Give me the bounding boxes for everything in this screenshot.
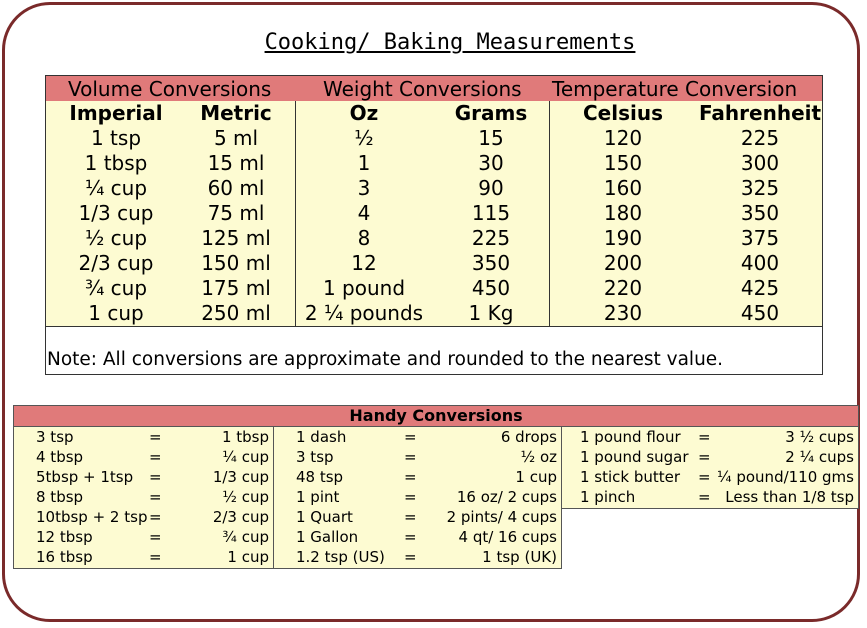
equals-sign: = <box>149 508 162 526</box>
handy-to: 1/3 cup <box>212 468 269 486</box>
handy-row <box>562 447 860 467</box>
table-cell: 230 <box>603 301 643 325</box>
table-cell: ¾ cup <box>84 276 148 300</box>
table-cell: 400 <box>740 251 780 275</box>
table-cell: 75 ml <box>207 201 265 225</box>
handy-from: 1 dash <box>296 428 347 446</box>
handy-row <box>274 527 563 547</box>
handy-block-3 <box>561 426 859 509</box>
handy-from: 1 pint <box>296 488 340 506</box>
section-temperature: Temperature Conversion <box>552 77 798 101</box>
table-cell: ½ cup <box>84 226 148 250</box>
table-cell: 180 <box>603 201 643 225</box>
section-weight: Weight Conversions <box>323 77 522 101</box>
table-cell: 1 cup <box>88 301 144 325</box>
equals-sign: = <box>698 448 711 466</box>
handy-row <box>274 507 563 527</box>
column-6 <box>690 101 830 326</box>
table-cell: ½ <box>354 126 374 150</box>
handy-to: 3 ½ cups <box>785 428 854 446</box>
handy-to: ¾ cup <box>222 528 269 546</box>
handy-from: 1 stick butter <box>580 468 681 486</box>
table-cell: 2/3 cup <box>78 251 154 275</box>
handy-to: 2/3 cup <box>212 508 269 526</box>
table-cell: 4 <box>357 201 371 225</box>
equals-sign: = <box>149 488 162 506</box>
column-5 <box>553 101 693 326</box>
handy-to: Less than 1/8 tsp <box>725 488 854 506</box>
table-cell: 350 <box>471 251 511 275</box>
equals-sign: = <box>698 488 711 506</box>
handy-from: 1 pinch <box>580 488 636 506</box>
equals-sign: = <box>404 508 417 526</box>
column-header: Metric <box>200 101 272 125</box>
equals-sign: = <box>698 428 711 446</box>
table-cell: 175 ml <box>201 276 271 300</box>
handy-row <box>562 427 860 447</box>
column-2 <box>181 101 291 326</box>
handy-row <box>274 467 563 487</box>
handy-to: 2 pints/ 4 cups <box>446 508 557 526</box>
table-cell: 425 <box>740 276 780 300</box>
table-cell: 250 ml <box>201 301 271 325</box>
handy-from: 1 pound sugar <box>580 448 689 466</box>
table-cell: 1 tbsp <box>84 151 148 175</box>
table-cell: 225 <box>740 126 780 150</box>
table-cell: 1/3 cup <box>78 201 154 225</box>
handy-row <box>274 427 563 447</box>
table-cell: 160 <box>603 176 643 200</box>
note-text: Note: All conversions are approximate and rounded to the nearest value. <box>47 349 724 370</box>
table-cell: 30 <box>478 151 504 175</box>
equals-sign: = <box>149 428 162 446</box>
table-cell: ¼ cup <box>84 176 148 200</box>
table-cell: 15 <box>478 126 504 150</box>
handy-from: 1 Quart <box>296 508 353 526</box>
equals-sign: = <box>404 528 417 546</box>
column-1 <box>41 101 191 326</box>
handy-from: 5tbsp + 1tsp <box>36 468 134 486</box>
handy-from: 4 tbsp <box>36 448 84 466</box>
handy-row <box>274 487 563 507</box>
column-4 <box>436 101 546 326</box>
column-header: Celsius <box>583 101 663 125</box>
section-header-row <box>46 76 822 102</box>
table-cell: 1 <box>357 151 371 175</box>
handy-to: 2 ¼ cups <box>785 448 854 466</box>
equals-sign: = <box>149 468 162 486</box>
handy-block-2 <box>273 426 562 569</box>
equals-sign: = <box>404 488 417 506</box>
table-cell: 350 <box>740 201 780 225</box>
table-cell: 220 <box>603 276 643 300</box>
handy-row <box>14 547 275 567</box>
equals-sign: = <box>404 468 417 486</box>
table-cell: 8 <box>357 226 371 250</box>
handy-to: ½ cup <box>222 488 269 506</box>
table-cell: 2 ¼ pounds <box>304 301 424 325</box>
table-cell: 5 ml <box>213 126 259 150</box>
handy-row <box>14 507 275 527</box>
handy-to: 16 oz/ 2 cups <box>456 488 557 506</box>
table-cell: 115 <box>471 201 511 225</box>
table-cell: 200 <box>603 251 643 275</box>
handy-from: 1.2 tsp (US) <box>296 548 385 566</box>
handy-row <box>14 427 275 447</box>
handy-to: 1 cup <box>515 468 557 486</box>
section-volume: Volume Conversions <box>68 77 272 101</box>
table-cell: 300 <box>740 151 780 175</box>
handy-from: 8 tbsp <box>36 488 84 506</box>
table-cell: 120 <box>603 126 643 150</box>
handy-from: 16 tbsp <box>36 548 93 566</box>
handy-conversions-header: Handy Conversions <box>13 405 859 427</box>
handy-row <box>562 467 860 487</box>
handy-from: 3 tsp <box>296 448 334 466</box>
column-3 <box>284 101 444 326</box>
handy-to: ¼ pound/110 gms <box>717 468 854 486</box>
column-header: Grams <box>454 101 528 125</box>
column-header: Fahrenheit <box>698 101 822 125</box>
table-cell: 125 ml <box>201 226 271 250</box>
equals-sign: = <box>149 448 162 466</box>
equals-sign: = <box>698 468 711 486</box>
handy-row <box>14 487 275 507</box>
table-cell: 225 <box>471 226 511 250</box>
table-cell: 3 <box>357 176 371 200</box>
equals-sign: = <box>149 528 162 546</box>
handy-row <box>14 447 275 467</box>
table-cell: 450 <box>471 276 511 300</box>
handy-row <box>274 547 563 567</box>
handy-row <box>274 447 563 467</box>
table-cell: 150 ml <box>201 251 271 275</box>
handy-to: ¼ cup <box>222 448 269 466</box>
equals-sign: = <box>404 548 417 566</box>
table-cell: 325 <box>740 176 780 200</box>
handy-row <box>14 467 275 487</box>
equals-sign: = <box>149 548 162 566</box>
table-cell: 190 <box>603 226 643 250</box>
table-cell: 1 Kg <box>468 301 514 325</box>
handy-to: 1 tbsp <box>221 428 269 446</box>
column-header: Oz <box>349 101 379 125</box>
table-cell: 1 tsp <box>90 126 142 150</box>
handy-to: 6 drops <box>500 428 557 446</box>
column-header: Imperial <box>69 101 163 125</box>
equals-sign: = <box>404 428 417 446</box>
equals-sign: = <box>404 448 417 466</box>
handy-from: 48 tsp <box>296 468 344 486</box>
handy-to: 1 cup <box>227 548 269 566</box>
handy-from: 1 Gallon <box>296 528 359 546</box>
table-body <box>46 101 822 327</box>
table-cell: 450 <box>740 301 780 325</box>
column-divider <box>549 101 550 326</box>
handy-to: 1 tsp (UK) <box>482 548 557 566</box>
handy-block-1 <box>13 426 274 569</box>
handy-row <box>14 527 275 547</box>
handy-from: 10tbsp + 2 tsp <box>36 508 148 526</box>
handy-to: 4 qt/ 16 cups <box>458 528 557 546</box>
handy-from: 12 tbsp <box>36 528 93 546</box>
table-cell: 150 <box>603 151 643 175</box>
table-cell: 1 pound <box>322 276 406 300</box>
handy-from: 3 tsp <box>36 428 74 446</box>
table-cell: 90 <box>478 176 504 200</box>
page-title: Cooking/ Baking Measurements <box>264 30 636 55</box>
handy-to: ½ oz <box>520 448 557 466</box>
handy-row <box>562 487 860 507</box>
measurements-table <box>45 75 823 375</box>
table-cell: 15 ml <box>207 151 265 175</box>
handy-from: 1 pound flour <box>580 428 681 446</box>
table-cell: 60 ml <box>207 176 265 200</box>
table-cell: 12 <box>351 251 377 275</box>
table-cell: 375 <box>740 226 780 250</box>
